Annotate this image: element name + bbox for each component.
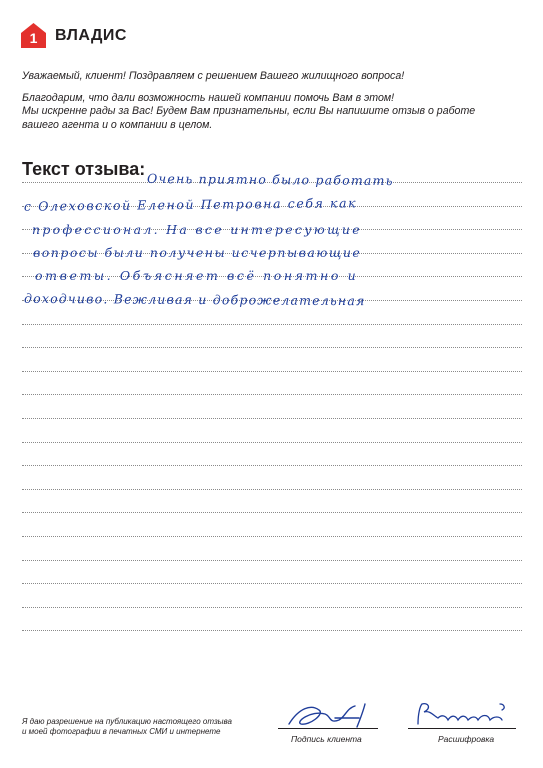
consent-note	[22, 717, 242, 737]
handwritten-line: вопросы были получены исчерпывающие	[33, 245, 362, 260]
signature-label: Подпись клиента	[291, 734, 362, 744]
intro-request-1: Мы искренне рады за Вас! Будем Вам признательны, если Вы напишите отзыв о работе	[22, 105, 476, 117]
consent-line-1: Я даю разрешение на публикацию настоящего отзыва	[22, 717, 232, 726]
dotted-writing-line	[22, 347, 522, 348]
logo-digit: 1	[29, 30, 38, 46]
brand-name: ВЛАДИС	[55, 26, 127, 44]
dotted-writing-line	[22, 324, 522, 325]
intro-thanks: Благодарим, что дали возможность нашей компании помочь Вам в этом!	[22, 91, 395, 104]
handwritten-line: доходчиво. Вежливая и доброжелательная	[23, 290, 366, 309]
intro-greeting: Уважаемый, клиент! Поздравляем с решением Вашего жилищного вопроса!	[22, 70, 405, 82]
dotted-writing-line	[22, 418, 522, 419]
dotted-writing-line	[22, 394, 522, 395]
dotted-writing-line	[22, 512, 522, 513]
review-title: Текст отзыва:	[22, 159, 146, 179]
dotted-writing-line	[22, 465, 522, 466]
dotted-writing-line	[22, 630, 522, 631]
intro-request-2: вашего агента и о компании в целом.	[22, 118, 213, 131]
dotted-writing-line	[22, 489, 522, 490]
intro-text	[22, 70, 527, 132]
handwritten-line: профессионал. На все интересующие	[32, 222, 362, 237]
brand-logo	[20, 22, 127, 49]
dotted-writing-line	[22, 560, 522, 561]
dotted-writing-line	[22, 442, 522, 443]
house-logo-icon	[20, 22, 47, 49]
consent-line-2: и моей фотографии в печатных СМИ и интернете	[22, 727, 221, 736]
client-signature-scribble	[285, 700, 380, 730]
handwritten-line: с Олеховской Еленой Петровна себя как	[23, 195, 358, 214]
dotted-writing-line	[22, 607, 522, 608]
dotted-writing-line	[22, 371, 522, 372]
signature-line	[278, 728, 378, 729]
decryption-label: Расшифровка	[438, 734, 495, 744]
dotted-writing-line	[22, 536, 522, 537]
decryption-line	[408, 728, 516, 729]
handwritten-line: ответы. Объясняет всё понятно и	[35, 268, 359, 283]
dotted-writing-line	[22, 583, 522, 584]
handwritten-line: Очень приятно было работать	[146, 170, 394, 189]
decryption-handwriting	[412, 700, 512, 728]
